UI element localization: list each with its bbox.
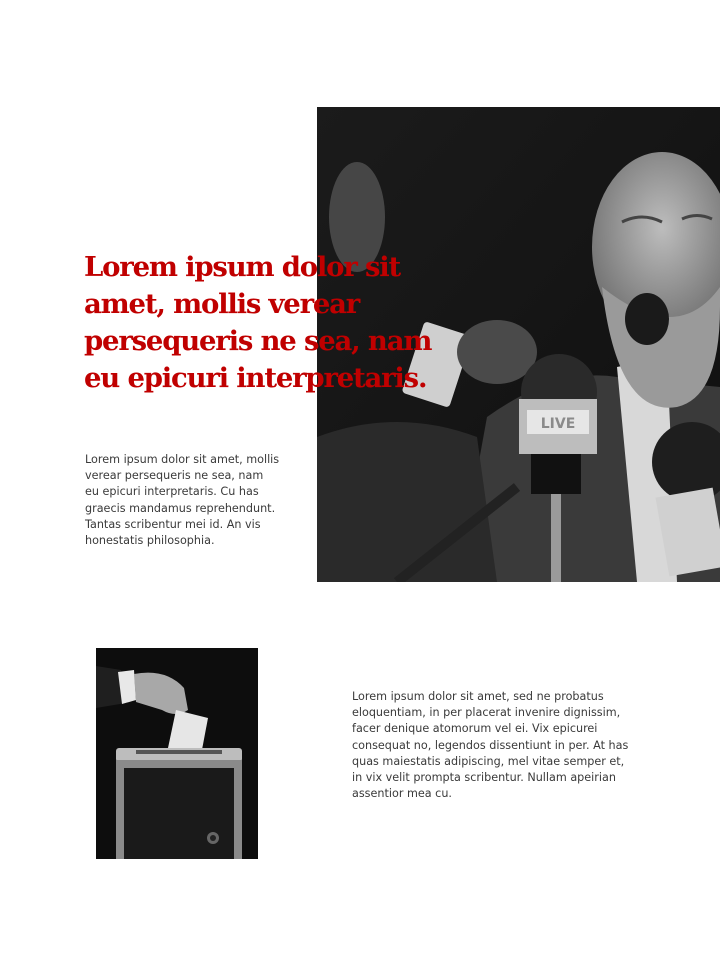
live-mic-label: LIVE — [540, 416, 576, 432]
secondary-paragraph: Lorem ipsum dolor sit amet, sed ne probatus eloquentiam, in per placerat invenire dignissim, facer denique atomorum vel ei. Vix epicurei consequat no, legendos dissentiunt in per. At has quas maiestatis adipiscing, mel vitae semper et, in vix velit prompta scribentur. Nullam apeirian assentior mea cu. — [352, 690, 629, 801]
ballot-box-photo — [96, 648, 258, 859]
headline: Lorem ipsum dolor sit amet, mollis verear persequeris ne sea, nam eu epicuri interpretaris. — [84, 251, 432, 394]
intro-paragraph: Lorem ipsum dolor sit amet, mollis verear persequeris ne sea, nam eu epicuri interpretaris. Cu has graecis mandamus reprehendunt. Tantas scribentur mei id. An vis honestatis philosophia. — [85, 453, 280, 548]
ballot-photo-graphic — [96, 648, 258, 859]
